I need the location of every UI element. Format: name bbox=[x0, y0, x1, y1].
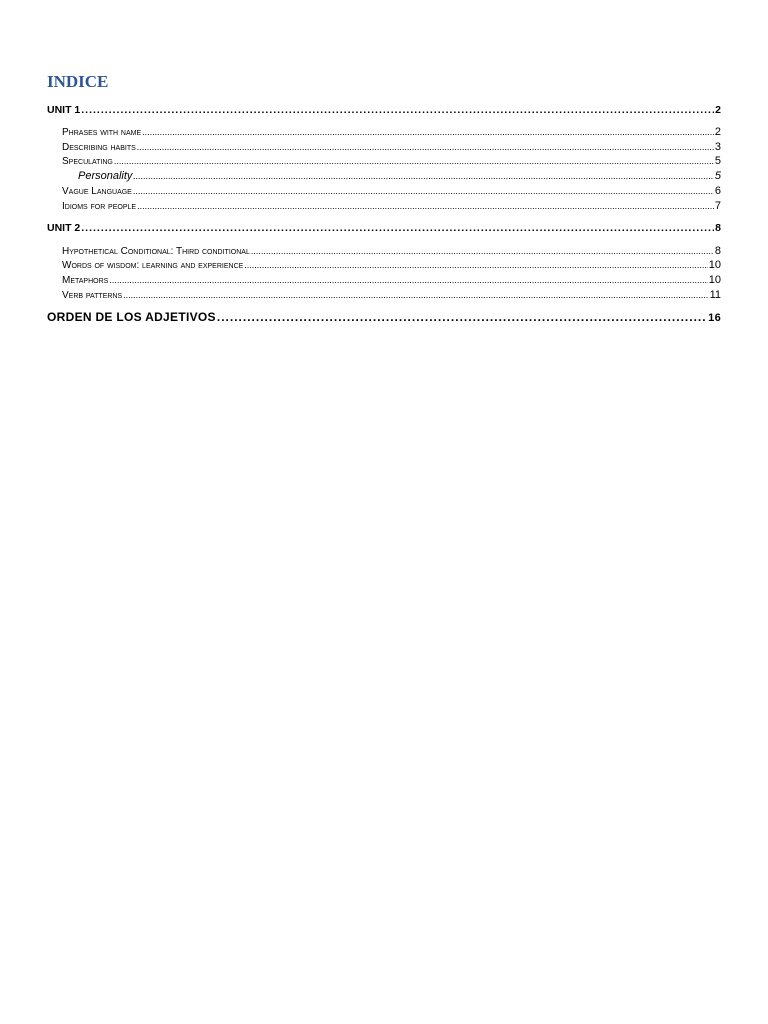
toc-entry-label: UNIT 1 bbox=[47, 104, 81, 116]
toc-entry-label: UNIT 2 bbox=[47, 222, 81, 234]
toc-entry-page: 16 bbox=[708, 312, 721, 324]
toc-entry-page: 11 bbox=[709, 289, 721, 301]
toc-entry-page: 5 bbox=[714, 155, 721, 167]
toc-entry-describing-habits[interactable] bbox=[62, 141, 721, 154]
toc-entry-page: 10 bbox=[708, 259, 721, 271]
toc-entry-label: Words of wisdom: learning and experience bbox=[62, 260, 244, 271]
toc-leader-dots bbox=[114, 155, 714, 168]
toc-entry-label: Personality bbox=[78, 170, 133, 182]
toc-title: INDICE bbox=[47, 72, 109, 91]
toc-entry-page: 6 bbox=[714, 185, 721, 197]
toc-entry-personality[interactable] bbox=[78, 170, 721, 183]
toc-leader-dots bbox=[133, 185, 714, 198]
toc-entry-page: 2 bbox=[714, 126, 721, 138]
toc-leader-dots bbox=[133, 170, 713, 183]
toc-entry-vague-language[interactable] bbox=[62, 185, 721, 198]
toc-leader-dots bbox=[137, 141, 714, 154]
toc-entry-page: 2 bbox=[715, 104, 721, 116]
toc-entry-metaphors[interactable] bbox=[62, 274, 721, 287]
toc-entry-page: 10 bbox=[708, 274, 721, 286]
toc-leader-dots bbox=[81, 104, 714, 117]
toc-entry-label: Verb patterns bbox=[62, 290, 123, 301]
toc-entry-idioms-for-people[interactable] bbox=[62, 200, 721, 213]
toc-entry-label: Idioms for people bbox=[62, 201, 137, 212]
toc-entry-label: Metaphors bbox=[62, 275, 109, 286]
toc-entry-words-of-wisdom[interactable] bbox=[62, 259, 721, 272]
toc-entry-label: Speculating bbox=[62, 156, 113, 167]
toc-leader-dots bbox=[142, 126, 714, 139]
toc-leader-dots bbox=[244, 259, 707, 272]
toc-leader-dots bbox=[123, 289, 708, 302]
toc-entry-speculating[interactable] bbox=[62, 155, 721, 168]
toc-entry-label: Hypothetical Conditional: Third conditional bbox=[62, 246, 250, 257]
toc-entry-page: 3 bbox=[714, 141, 721, 153]
toc-leader-dots bbox=[109, 274, 707, 287]
toc-entry-page: 8 bbox=[714, 245, 721, 257]
toc-entry-page: 8 bbox=[715, 222, 721, 234]
toc-entry-label: ORDEN DE LOS ADJETIVOS bbox=[47, 310, 216, 324]
toc-entry-hypothetical-conditional[interactable] bbox=[62, 245, 721, 258]
toc-entry-orden-de-los-adjetivos[interactable] bbox=[47, 311, 721, 325]
toc-entry-label: Phrases with name bbox=[62, 127, 142, 138]
toc-entry-unit-2[interactable] bbox=[47, 222, 721, 235]
toc-entry-page: 5 bbox=[714, 170, 721, 182]
toc-leader-dots bbox=[137, 200, 714, 213]
toc-entry-phrases-with-name[interactable] bbox=[62, 126, 721, 139]
toc-entry-verb-patterns[interactable] bbox=[62, 289, 721, 302]
toc-leader-dots bbox=[217, 311, 707, 324]
toc-entry-label: Describing habits bbox=[62, 142, 136, 153]
toc-entry-unit-1[interactable] bbox=[47, 104, 721, 117]
toc-entry-label: Vague Language bbox=[62, 186, 132, 197]
toc-entry-page: 7 bbox=[714, 200, 721, 212]
toc-leader-dots bbox=[251, 245, 714, 258]
toc-leader-dots bbox=[81, 222, 714, 235]
